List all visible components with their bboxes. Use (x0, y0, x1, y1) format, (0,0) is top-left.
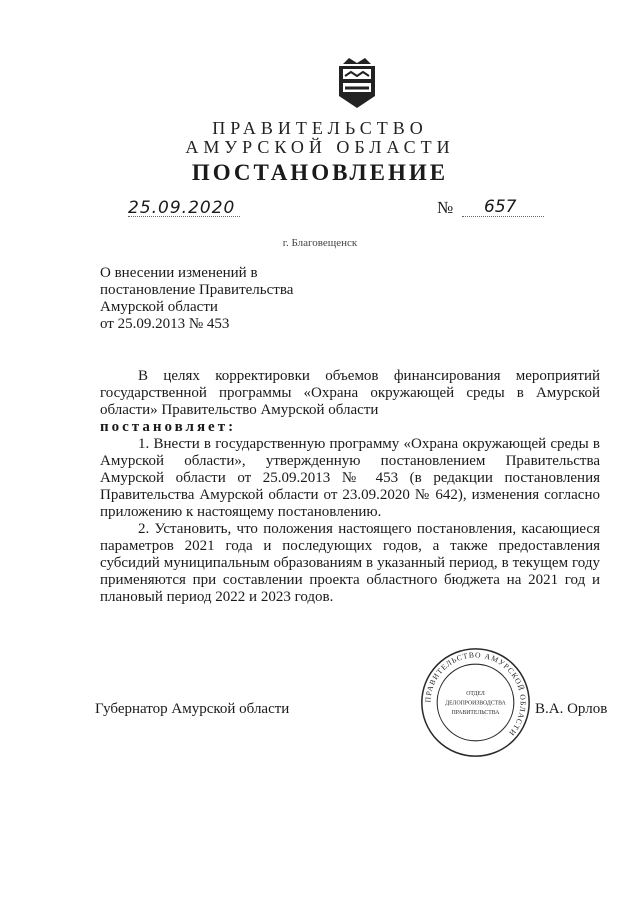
document-type-title: ПОСТАНОВЛЕНИЕ (191, 160, 449, 185)
official-stamp-seal (418, 645, 533, 760)
number-sign: № (437, 198, 454, 217)
point-1-paragraph: 1. Внести в государственную программу «Охрана окружающей среды в Амурской области», утвержденную постановлением Правительства Амурской области от 25.09.2013 № 453 (в редакции постановления Правительства Амурской области от 23.09.2020 № 642), изменения согласно приложению к настоящему постановлению. (100, 436, 600, 520)
document-body (100, 368, 600, 606)
number-underline (462, 216, 544, 217)
subject-line: О внесении изменений в (100, 265, 258, 281)
intro-paragraph: В целях корректировки объемов финансирования мероприятий государственной программы «Охрана окружающей среды в Амурской области» Правительство Амурской области (100, 368, 600, 418)
document-date: 25.09.2020 (128, 198, 236, 218)
date-underline (128, 216, 240, 217)
signatory-position: Губернатор Амурской области (95, 701, 290, 717)
government-title-line2: АМУРСКОЙ ОБЛАСТИ (185, 137, 455, 157)
stamp-inner-line: ПРАВИТЕЛЬСТВА (451, 710, 500, 716)
point-2-paragraph: 2. Установить, что положения настоящего постановления, касающиеся параметров 2021 года и последующих годов, а также предоставления субсидий муниципальным образованиям в указанный период, в текущем году применяются при составлении проекта областного бюджета на 2021 год и плановый период 2022 и 2023 годов. (100, 521, 600, 605)
stamp-inner-line: ОТДЕЛ (466, 690, 485, 697)
subject-line: постановление Правительства (100, 282, 294, 298)
subject-line: Амурской области (100, 299, 218, 315)
subject-line: от 25.09.2013 № 453 (100, 316, 230, 332)
government-title-line1: ПРАВИТЕЛЬСТВО (212, 118, 428, 138)
stamp-inner-line: ДЕЛОПРОИЗВОДСТВА (445, 700, 506, 707)
document-number: 657 (484, 197, 517, 217)
coat-of-arms-emblem-icon (335, 56, 379, 110)
resolves-word: постановляет: (100, 419, 237, 435)
document-subject (100, 265, 360, 333)
signatory-name: В.А. Орлов (535, 701, 608, 717)
stamp-ring-text: ПРАВИТЕЛЬСТВО АМУРСКОЙ ОБЛАСТИ (423, 650, 528, 739)
city-label: г. Благовещенск (282, 237, 358, 249)
